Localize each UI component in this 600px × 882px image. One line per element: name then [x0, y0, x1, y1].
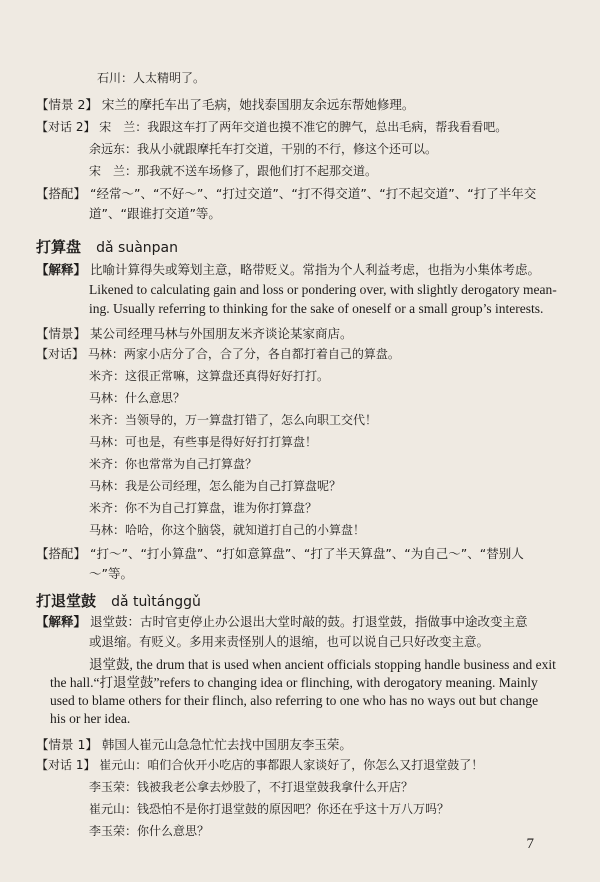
dialogue-text: 马林：两家小店分了合，合了分，各自都打着自己的算盘。 [87, 347, 400, 361]
dialogue-line: 米齐：你不为自己打算盘，谁为你打算盘？ [89, 501, 318, 515]
dialogue-text: 宋 兰：我跟这车打了两年交道也摸不准它的脾气，总出毛病，帮我看看吧。 [99, 120, 508, 134]
english-line-2: ing. Usually referring to thinking for the sake of oneself or a small group’s interests. [89, 301, 544, 316]
collocation-1-line-2: ～”等。 [89, 566, 133, 581]
dialogue-line: 崔元山：钱恐怕不是你打退堂鼓的原因吧？你还在乎这十万八万吗？ [89, 802, 450, 816]
explanation-text: 退堂鼓：古时官吏停止办公退出大堂时敲的鼓。打退堂鼓，指做事中途改变主意 [90, 614, 528, 629]
scene-2 [36, 97, 414, 113]
collocation-tag: 【搭配】 [36, 186, 87, 201]
collocation-0-line-2: 道”、“跟谁打交道”等。 [89, 206, 221, 221]
dialogue-line [36, 757, 483, 773]
dialogue-tag: 【对话 1】 [36, 758, 96, 772]
collocation-text: “经常～”、“不好～”、“打过交道”、“打不得交道”、“打不起交道”、“打了半年交 [90, 186, 537, 201]
scene-1 [36, 326, 353, 342]
scene-text: 韩国人崔元山急急忙忙去找中国朋友李玉荣。 [101, 737, 352, 752]
collocation-0-line-1 [36, 186, 536, 202]
dialogue-line: 石川：人太精明了。 [97, 71, 206, 85]
english-line-1: 退堂鼓, the drum that is used when ancient officials stopping handle business and exit [89, 657, 556, 672]
entry-heading-dasuanpan [36, 236, 178, 257]
dialogue-line: 马林：哈哈，你这个脑袋，就知道打自己的小算盘！ [89, 523, 366, 537]
explanation-2-line-2: 或退缩。有贬义。多用来责怪别人的退缩，也可以说自己只好改变主意。 [89, 634, 490, 649]
dialogue-line: 马林：可也是，有些事是得好好打打算盘！ [89, 435, 318, 449]
dialogue-text: 崔元山：咱们合伙开小吃店的事都跟人家谈好了，你怎么又打退堂鼓了！ [99, 758, 484, 772]
dialogue-2-line-1 [36, 119, 507, 135]
dialogue-line: 米齐：当领导的，万一算盘打错了，怎么向职工交代！ [89, 413, 378, 427]
explanation-1 [36, 262, 540, 278]
english-line-2: the hall.“打退堂鼓”refers to changing idea or flinching, with derogatory meaning. Mainly [50, 675, 538, 690]
dialogue-tag: 【对话 2】 [36, 120, 96, 134]
entry-word: 打退堂鼓 [36, 592, 97, 610]
scene-tag: 【情景 1】 [36, 737, 98, 752]
dialogue-line: 米齐：你也常常为自己打算盘？ [89, 457, 258, 471]
dialogue-2-line-3: 宋 兰：那我就不送车场修了，跟他们打不起那交道。 [89, 164, 378, 178]
dialogue-line: 李玉荣：钱被我老公拿去炒股了，不打退堂鼓我拿什么开店？ [89, 780, 414, 794]
explanation-tag: 【解释】 [36, 614, 87, 629]
explanation-text: 比喻计算得失或筹划主意，略带贬义。常指为个人利益考虑，也指为小集体考虑。 [90, 262, 541, 277]
dialogue-line [36, 346, 400, 362]
scene-text: 某公司经理马林与外国朋友米齐谈论某家商店。 [90, 326, 353, 341]
entry-pinyin: dǎ suànpan [96, 240, 178, 256]
scene-tag: 【情景】 [36, 326, 87, 341]
explanation-tag: 【解释】 [36, 262, 87, 277]
dialogue-line: 马林：我是公司经理，怎么能为自己打算盘呢？ [89, 479, 342, 493]
dialogue-line: 马林：什么意思？ [89, 391, 186, 405]
dialogue-line: 李玉荣：你什么意思？ [89, 824, 210, 838]
collocation-text: “打～”、“打小算盘”、“打如意算盘”、“打了半天算盘”、“为自己～”、“替别人 [90, 546, 524, 561]
scene-1 [36, 737, 352, 753]
explanation-2-line-1 [36, 614, 528, 630]
scene-text: 宋兰的摩托车出了毛病，她找泰国朋友余远东帮她修理。 [101, 97, 415, 112]
collocation-1-line-1 [36, 546, 524, 562]
english-line-4: his or her idea. [50, 711, 131, 726]
dialogue-tag: 【对话】 [36, 347, 85, 361]
entry-pinyin: dǎ tuìtánggǔ [111, 594, 201, 610]
dialogue-line: 米齐：这很正常嘛，这算盘还真得好好打打。 [89, 369, 330, 383]
english-line-1: Likened to calculating gain and loss or pondering over, with slightly derogatory mean- [89, 282, 557, 297]
page-number: 7 [526, 836, 534, 852]
english-line-3: used to blame others for their flinch, also referring to one who has no ways out but change [50, 693, 539, 708]
collocation-tag: 【搭配】 [36, 546, 87, 561]
entry-heading-datuitanggu [36, 590, 201, 611]
dialogue-2-line-2: 余远东：我从小就跟摩托车打交道，干别的不行，修这个还可以。 [89, 142, 438, 156]
scene-tag: 【情景 2】 [36, 97, 98, 112]
entry-word: 打算盘 [36, 238, 82, 256]
